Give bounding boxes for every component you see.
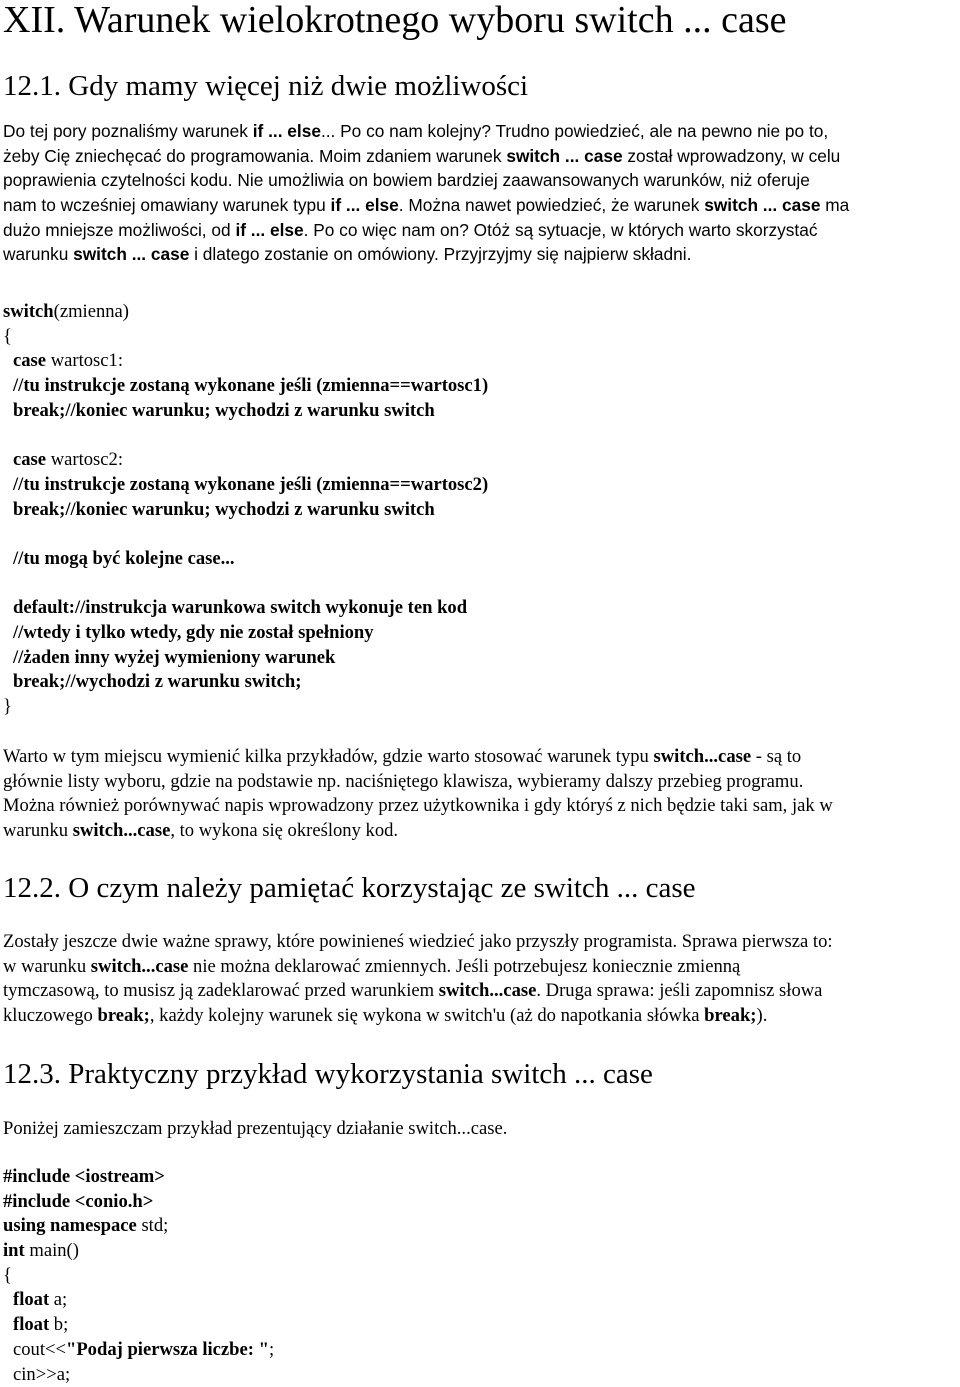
code-line: case wartosc2:	[3, 448, 488, 473]
code-line: //tu mogą być kolejne case...	[3, 547, 488, 572]
text-line: poprawienia czytelności kodu. Nie umożliwia on bowiem bardziej zaawansowanych warunków, niż oferuje	[3, 168, 958, 193]
code-line: break;//koniec warunku; wychodzi z warunku switch	[3, 498, 488, 523]
text-line: Można również porównywać napis wprowadzony przez użytkownika i gdy któryś z nich będzie taki sam, jak w	[3, 794, 958, 819]
example-code-block	[3, 1165, 274, 1387]
code-line: //wtedy i tylko wtedy, gdy nie został spełniony	[3, 621, 488, 646]
text-line: warunku switch...case, to wykona się określony kod.	[3, 819, 958, 844]
example-intro: Poniżej zamieszczam przykład prezentujący działanie switch...case.	[3, 1116, 507, 1141]
code-line: break;//wychodzi z warunku switch;	[3, 670, 488, 695]
code-line: //tu instrukcje zostaną wykonane jeśli (zmienna==wartosc2)	[3, 473, 488, 498]
remember-paragraph	[3, 930, 958, 1029]
code-line: //żaden inny wyżej wymieniony warunek	[3, 646, 488, 671]
text-line: dużo mniejsze możliwości, od if ... else. Po co więc nam on? Otóż są sytuacje, w których warto skorzystać	[3, 218, 958, 243]
chapter-title: XII. Warunek wielokrotnego wyboru switch ... case	[3, 0, 958, 40]
switch-syntax-block	[3, 300, 488, 720]
text-line: żeby Cię zniechęcać do programowania. Moim zdaniem warunek switch ... case został wprowadzony, w celu	[3, 144, 958, 169]
code-line: using namespace std;	[3, 1214, 274, 1239]
code-line: }	[3, 695, 488, 720]
code-line: default://instrukcja warunkowa switch wykonuje ten kod	[3, 596, 488, 621]
text-line: tymczasową, to musisz ją zadeklarować przed warunkiem switch...case. Druga sprawa: jeśli zapomnisz słowa	[3, 979, 958, 1004]
code-line: {	[3, 1264, 274, 1289]
code-line: cout<<"Podaj pierwsza liczbe: ";	[3, 1338, 274, 1363]
examples-paragraph	[3, 745, 958, 844]
text-line: Warto w tym miejscu wymienić kilka przykładów, gdzie warto stosować warunek typu switch...case - są to	[3, 745, 958, 770]
text-line: głównie listy wyboru, gdzie na podstawie np. naciśniętego klawisza, wybieramy dalszy przebieg programu.	[3, 770, 958, 795]
code-line: #include <iostream>	[3, 1165, 274, 1190]
section-heading-12-3: 12.3. Praktyczny przykład wykorzystania switch ... case	[3, 1058, 653, 1090]
code-line: {	[3, 325, 488, 350]
section-heading-12-2: 12.2. O czym należy pamiętać korzystając ze switch ... case	[3, 872, 695, 904]
intro-paragraph	[3, 119, 958, 267]
code-line: cin>>a;	[3, 1363, 274, 1387]
code-line: int main()	[3, 1239, 274, 1264]
code-line: float b;	[3, 1313, 274, 1338]
text-line: Zostały jeszcze dwie ważne sprawy, które powinieneś wiedzieć jako przyszły programista. Sprawa pierwsza to:	[3, 930, 958, 955]
code-line: //tu instrukcje zostaną wykonane jeśli (zmienna==wartosc1)	[3, 374, 488, 399]
text-line: w warunku switch...case nie można deklarować zmiennych. Jeśli potrzebujesz koniecznie zmienną	[3, 955, 958, 980]
section-heading-12-1: 12.1. Gdy mamy więcej niż dwie możliwości	[3, 70, 528, 102]
code-line: break;//koniec warunku; wychodzi z warunku switch	[3, 399, 488, 424]
text-line: warunku switch ... case i dlatego zostanie on omówiony. Przyjrzyjmy się najpierw składni.	[3, 242, 958, 267]
code-line: float a;	[3, 1288, 274, 1313]
text-line: kluczowego break;, każdy kolejny warunek się wykona w switch'u (aż do napotkania słówka break;).	[3, 1004, 958, 1029]
code-line: case wartosc1:	[3, 349, 488, 374]
document-page	[3, 0, 958, 40]
code-line: #include <conio.h>	[3, 1190, 274, 1215]
code-line: switch(zmienna)	[3, 300, 488, 325]
text-line: nam to wcześniej omawiany warunek typu if ... else. Można nawet powiedzieć, że warunek switch ... case ma	[3, 193, 958, 218]
text-line: Do tej pory poznaliśmy warunek if ... else... Po co nam kolejny? Trudno powiedzieć, ale na pewno nie po to,	[3, 119, 958, 144]
